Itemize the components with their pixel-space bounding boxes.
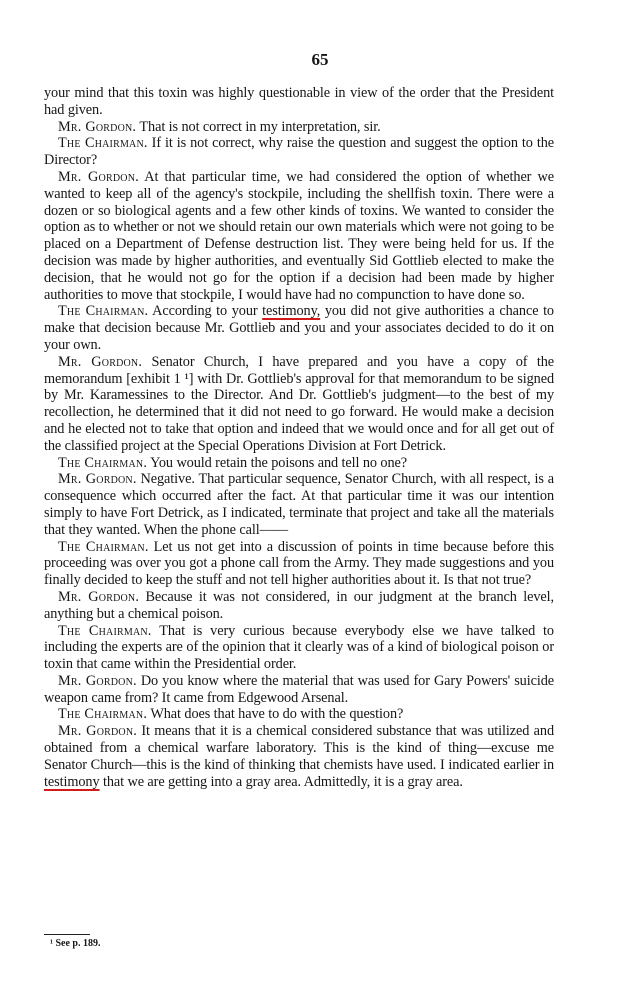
paragraph-text: that we are getting into a gray area. Admittedly, it is a gray area. xyxy=(99,773,463,790)
paragraph xyxy=(44,589,554,623)
speaker-name: The Chairman. xyxy=(58,706,148,723)
paragraph xyxy=(44,135,554,169)
speaker-name: Mr. Gordon. xyxy=(58,588,140,605)
paragraph-text: It means that it is a chemical considered substance that was utilized and obtained from a chemical warfare laboratory. This is the kind of thing—excuse me Senator Church—this is the kind of thinking that chemists have used. I indicated earlier in xyxy=(44,723,555,773)
footnote-rule xyxy=(44,934,90,935)
paragraph-text: At that particular time, we had considered the option of whether we wanted to keep all of the agency's stockpile, including the shellfish toxin. There were a dozen or so biological agents and a few other kinds of toxins. We wanted to consider the option as to whether or not we should retain our own materials which were not going to be placed on a Department of Defense destruction list. They were being held for us. If the decision was made by higher authorities, and eventually Sid Gottlieb elected to make the decision, that he would not go for the option if a decision had been made by higher authorities to move that stockpile, I would have had no compunction to have done so. xyxy=(44,168,554,303)
speaker-name: Mr. Gordon. xyxy=(58,353,143,370)
paragraph xyxy=(44,455,554,472)
paragraph-text: Senator Church, I have prepared and you have a copy of the memorandum [exhibit 1 ¹] with Dr. Gottlieb's approval for that memorandum to be signed by Mr. Karamessines to the Director. And Dr. Gottlieb's judgment—to the best of my recollection, he determined that it did not need to go forward. He would make a decision and he elected not to take that option and indeed that we would once and for all get out of the classified project at the Special Operations Division at Fort Detrick. xyxy=(44,353,554,454)
speaker-name: Mr. Gordon. xyxy=(58,672,137,689)
speaker-name: Mr. Gordon. xyxy=(58,118,137,135)
paragraph-text: That is very curious because everybody else we have talked to including the experts are of the opinion that it clearly was of a kind of biological poison or toxin that came within the Presidential order. xyxy=(44,622,554,673)
speaker-name: Mr. Gordon. xyxy=(58,168,139,185)
underlined-word: testimony, xyxy=(262,303,321,320)
footnote: ¹ See p. 189. xyxy=(50,938,101,949)
speaker-name: Mr. Gordon. xyxy=(58,471,137,488)
paragraph-text: Negative. That particular sequence, Senator Church, with all respect, is a consequence which occurred after the fact. At that particular time it was our intention simply to have Fort Detrick, as I indicated, terminate that project and take all the materials that they wanted. When the phone call—— xyxy=(44,471,555,538)
paragraph xyxy=(44,539,554,589)
speaker-name: The Chairman. xyxy=(58,622,152,639)
paragraph xyxy=(44,354,554,455)
speaker-name: The Chairman. xyxy=(58,303,149,320)
paragraph xyxy=(44,119,554,136)
paragraph-text: Because it was not considered, in our judgment at the branch level, anything but a chemical poison. xyxy=(44,588,554,622)
underlined-word: testimony xyxy=(44,773,100,790)
paragraph-text: your mind that this toxin was highly questionable in view of the order that the President had given. xyxy=(44,85,554,118)
paragraph xyxy=(44,471,554,538)
paragraph xyxy=(44,303,554,353)
paragraph-text: According to your xyxy=(148,303,263,320)
paragraph-text: If it is not correct, why raise the question and suggest the option to the Director? xyxy=(44,135,554,169)
paragraph-text: You would retain the poisons and tell no one? xyxy=(147,454,408,471)
page-number: 65 xyxy=(311,50,329,69)
paragraph-text: That is not correct in my interpretation, sir. xyxy=(136,118,381,135)
speaker-name: The Chairman. xyxy=(58,538,149,555)
speaker-name: The Chairman. xyxy=(58,454,148,471)
paragraph-text: What does that have to do with the question? xyxy=(147,706,404,723)
speaker-name: Mr. Gordon. xyxy=(58,723,138,740)
paragraph xyxy=(44,623,554,673)
paragraph-text: Do you know where the material that was used for Gary Powers' suicide weapon came from? It came from Edgewood Arsenal. xyxy=(44,672,555,706)
speaker-name: The Chairman. xyxy=(58,135,148,152)
body-text xyxy=(44,85,554,790)
paragraph-text: you did not give authorities a chance to make that decision because Mr. Gottlieb and you and your associates decided to do it on your own. xyxy=(44,303,554,353)
paragraph xyxy=(44,85,554,119)
paragraph xyxy=(44,673,554,707)
paragraph xyxy=(44,706,554,723)
paragraph-text: Let us not get into a discussion of points in time because before this proceeding was over you got a phone call from the Army. They made suggestions and you finally decided to keep the stuff and not tell higher authorities about it. Is that not true? xyxy=(44,538,554,589)
paragraph xyxy=(44,723,554,790)
paragraph xyxy=(44,169,554,303)
